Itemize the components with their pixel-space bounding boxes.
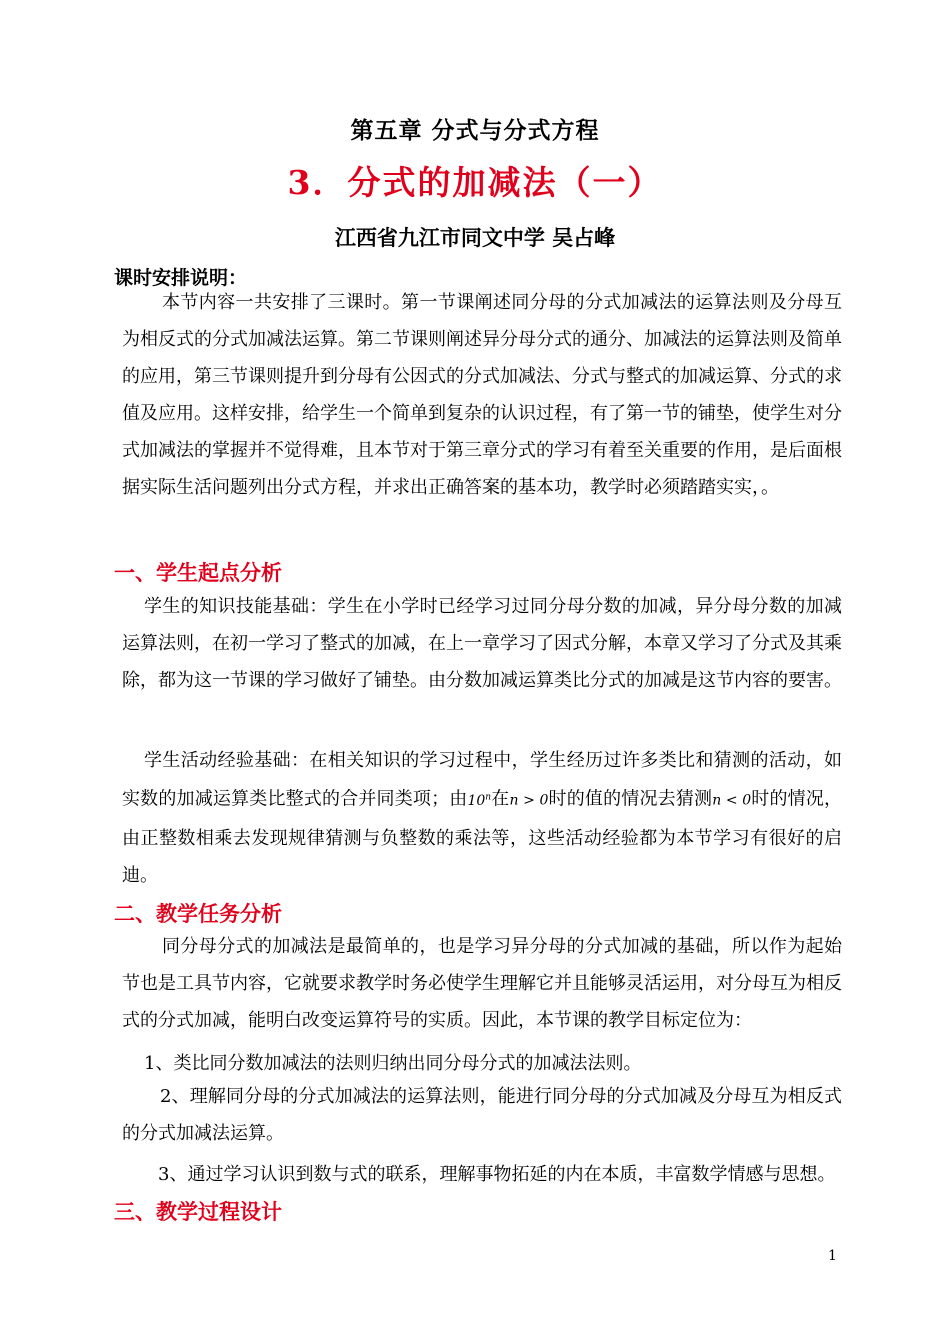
activity-text-mid1: 在	[491, 788, 510, 810]
author-line: 江西省九江市同文中学 吴占峰	[334, 225, 616, 250]
goal-item-2: 2、理解同分母的分式加减法的运算法则，能进行同分母的分式加减及分母互为相反式的分式加减法运算。	[122, 1086, 842, 1144]
math-ten-power-n: 10$^n$	[467, 792, 492, 809]
activity-text-start: 学生活动经验基础：在相关知识的学习过程中，学生经历过许多类比和猜测的活动，如实数的加减运算类比整式的合并同类项；由	[122, 750, 842, 810]
activity-text-end: 时的情况，由正整数相乘去发现规律猜测与负整数的乘法等，这些活动经验都为本节学习有很好的启迪。	[122, 788, 843, 886]
intro-paragraph: 本节内容一共安排了三课时。第一节课阐述同分母的分式加减法的运算法则及分母互为相反式的分式加减法运算。第二节课则阐述异分母分式的通分、加减法的运算法则及简单的应用，第三节课则提升到分母有公因式的分式加减法、分式与整式的加减运算、分式的求值及应用。这样安排，给学生一个简单到复杂的认识过程，有了第一节的铺垫，使学生对分式加减法的掌握并不觉得难，且本节对于第三章分式的学习有着至关重要的作用，是后面根据实际生活问题列出分式方程，并求出正确答案的基本功，教学时必须踏踏实实，。	[122, 292, 842, 498]
intro-label: 课时安排说明：	[114, 267, 248, 289]
section-heading-task-analysis: 二、教学任务分析	[114, 901, 282, 926]
page-number: 1	[828, 1248, 837, 1264]
activity-experience-paragraph	[122, 742, 842, 894]
goal-item-1: 1、类比同分数加减法的法则归纳出同分母分式的加减法法则。	[144, 1053, 642, 1074]
math-n-positive: n > 0	[509, 792, 549, 809]
knowledge-base-paragraph: 学生的知识技能基础：学生在小学时已经学习过同分母分数的加减，异分母分数的加减运算法则，在初一学习了整式的加减，在上一章学习了因式分解，本章又学习了分式及其乘除，都为这一节课的学习做好了铺垫。由分数加减运算类比分式的加减是这节内容的要害。	[122, 596, 842, 691]
lesson-title: 3．分式的加减法（一）	[287, 163, 663, 202]
math-n-negative: n < 0	[712, 792, 752, 809]
task-analysis-paragraph: 同分母分式的加减法是最简单的，也是学习异分母的分式加减的基础，所以作为起始节也是工具节内容，它就要求教学时务必使学生理解它并且能够灵活运用，对分母互为相反式的分式加减，能明白改变运算符号的实质。因此，本节课的教学目标定位为：	[122, 936, 842, 1031]
chapter-title: 第五章 分式与分式方程	[350, 117, 600, 144]
activity-text-mid2: 时的值的情况去猜测	[548, 788, 713, 810]
goal-item-3: 3、通过学习认识到数与式的联系，理解事物拓延的内在本质，丰富数学情感与思想。	[158, 1164, 836, 1185]
section-heading-student-analysis: 一、学生起点分析	[114, 560, 282, 585]
section-heading-process-design: 三、教学过程设计	[114, 1199, 282, 1224]
